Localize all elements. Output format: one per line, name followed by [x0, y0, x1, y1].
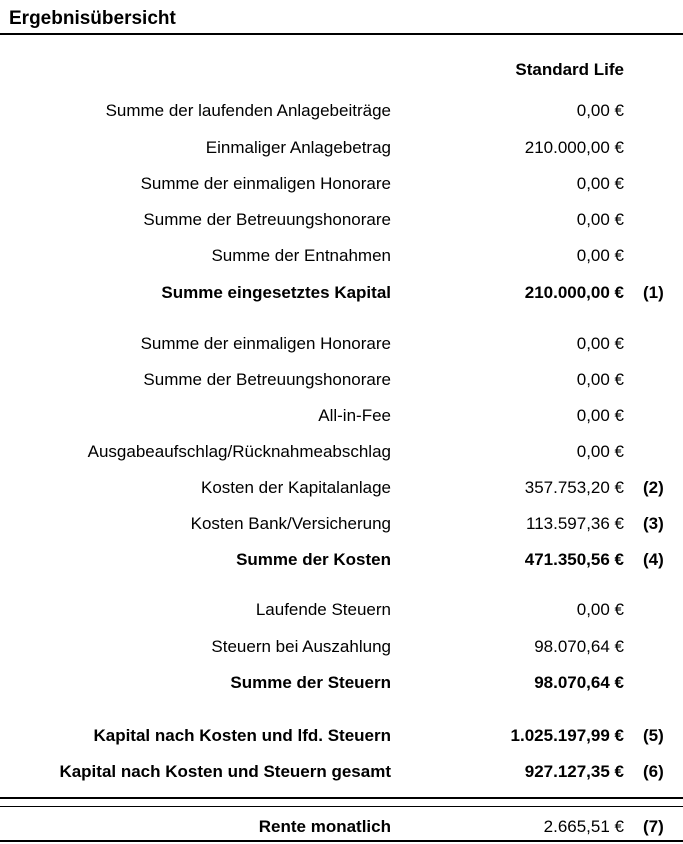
- total-row-invested-capital: [0, 283, 683, 307]
- divider: [0, 840, 683, 842]
- row-label: Einmaliger Anlagebetrag: [205, 138, 391, 157]
- row-value: 471.350,56 €: [524, 550, 624, 569]
- table-row: [0, 174, 683, 198]
- row-value: 0,00 €: [576, 600, 624, 619]
- total-row-costs: [0, 550, 683, 574]
- row-value: 357.753,20 €: [524, 478, 624, 497]
- row-label: Kosten der Kapitalanlage: [201, 478, 391, 497]
- row-value: 0,00 €: [576, 174, 624, 193]
- capital-after-costs-row: [0, 726, 683, 750]
- row-value: 210.000,00 €: [524, 138, 624, 157]
- row-label: Kapital nach Kosten und lfd. Steuern: [93, 726, 391, 745]
- row-label: Summe der laufenden Anlagebeiträge: [105, 101, 391, 120]
- row-label: Summe der einmaligen Honorare: [140, 334, 391, 353]
- monthly-pension-row: [0, 817, 683, 841]
- table-row: [0, 138, 683, 162]
- row-value: 98.070,64 €: [534, 673, 624, 692]
- footnote-marker: (4): [643, 550, 664, 569]
- divider: [0, 797, 683, 799]
- capital-after-all-taxes-row: [0, 762, 683, 786]
- row-label: Summe eingesetztes Kapital: [161, 283, 391, 302]
- row-label: Steuern bei Auszahlung: [211, 637, 391, 656]
- footnote-marker: (5): [643, 726, 664, 745]
- table-row: [0, 600, 683, 624]
- row-value: 210.000,00 €: [524, 283, 624, 302]
- row-value: 0,00 €: [576, 406, 624, 425]
- footnote-marker: (6): [643, 762, 664, 781]
- row-label: Rente monatlich: [258, 817, 391, 836]
- row-label: Summe der Betreuungshonorare: [143, 370, 391, 389]
- table-row: [0, 442, 683, 466]
- row-label: All-in-Fee: [318, 406, 391, 425]
- divider: [0, 806, 683, 807]
- table-row: [0, 334, 683, 358]
- row-value: 2.665,51 €: [543, 817, 624, 836]
- row-value: 0,00 €: [576, 210, 624, 229]
- table-row: [0, 478, 683, 502]
- table-row: [0, 101, 683, 125]
- row-value: 0,00 €: [576, 246, 624, 265]
- row-label: Summe der Entnahmen: [211, 246, 391, 265]
- table-row: [0, 370, 683, 394]
- table-row: [0, 210, 683, 234]
- page-title: Ergebnisübersicht: [9, 8, 176, 29]
- row-value: 0,00 €: [576, 370, 624, 389]
- table-row: [0, 406, 683, 430]
- row-label: Kosten Bank/Versicherung: [190, 514, 391, 533]
- table-row: [0, 637, 683, 661]
- row-label: Summe der einmaligen Honorare: [140, 174, 391, 193]
- table-row: [0, 246, 683, 270]
- row-value: 98.070,64 €: [534, 637, 624, 656]
- row-value: 113.597,36 €: [526, 514, 624, 533]
- table-row: [0, 514, 683, 538]
- row-value: 0,00 €: [576, 101, 624, 120]
- total-row-taxes: [0, 673, 683, 697]
- row-value: 0,00 €: [576, 334, 624, 353]
- row-value: 0,00 €: [576, 442, 624, 461]
- row-label: Summe der Steuern: [230, 673, 391, 692]
- footnote-marker: (7): [643, 817, 664, 836]
- row-label: Summe der Betreuungshonorare: [143, 210, 391, 229]
- row-label: Summe der Kosten: [236, 550, 391, 569]
- row-label: Kapital nach Kosten und Steuern gesamt: [59, 762, 391, 781]
- footnote-marker: (2): [643, 478, 664, 497]
- footnote-marker: (3): [643, 514, 664, 533]
- footnote-marker: (1): [643, 283, 664, 302]
- row-value: 927.127,35 €: [524, 762, 624, 781]
- row-label: Laufende Steuern: [255, 600, 391, 619]
- row-label: Ausgabeaufschlag/Rücknahmeabschlag: [87, 442, 391, 461]
- row-value: 1.025.197,99 €: [510, 726, 624, 745]
- title-divider: [0, 33, 683, 35]
- column-header: Standard Life: [515, 60, 624, 79]
